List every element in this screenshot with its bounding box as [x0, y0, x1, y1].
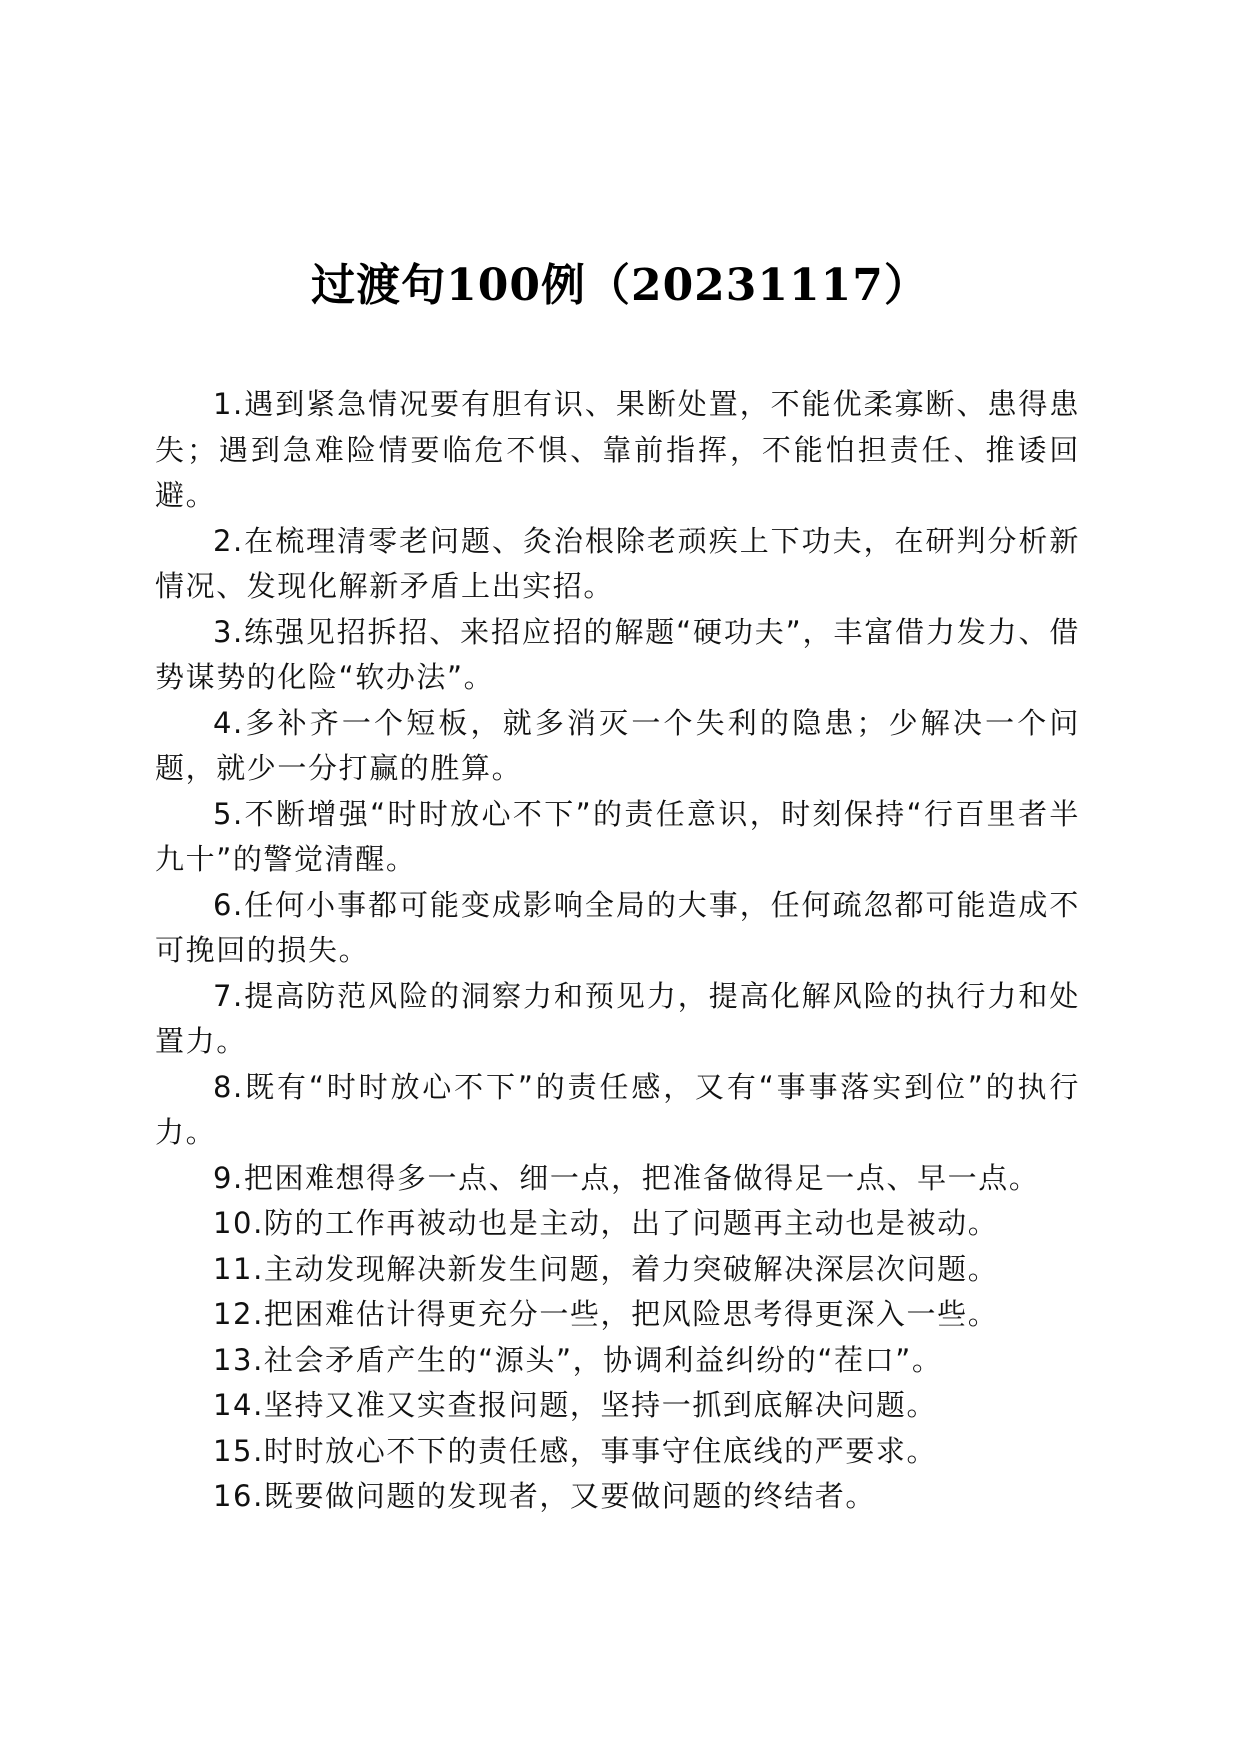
paragraph: 11.主动发现解决新发生问题，着力突破解决深层次问题。 — [213, 1251, 999, 1286]
document-title: 过渡句100例（20231117） — [311, 260, 929, 311]
paragraph: 6.任何小事都可能变成影响全局的大事，任何疏忽都可能造成不可挽回的损失。 — [155, 887, 1080, 967]
paragraph: 16.既要做问题的发现者，又要做问题的终结者。 — [213, 1479, 876, 1513]
paragraph: 4.多补齐一个短板，就多消灭一个失利的隐患；少解决一个问题，就少一分打赢的胜算。 — [155, 705, 1080, 785]
document-body — [155, 382, 1080, 1520]
paragraph: 1.遇到紧急情况要有胆有识、果断处置，不能优柔寡断、患得患失；遇到急难险情要临危不惧、靠前指挥，不能怕担责任、推诿回避。 — [155, 387, 1080, 512]
paragraph: 10.防的工作再被动也是主动，出了问题再主动也是被动。 — [213, 1206, 999, 1240]
paragraph: 13.社会矛盾产生的“源头”，协调利益纠纷的“茬口”。 — [213, 1342, 943, 1377]
paragraph: 2.在梳理清零老问题、灸治根除老顽疾上下功夫，在研判分析新情况、发现化解新矛盾上出实招。 — [155, 523, 1080, 603]
paragraph: 14.坚持又准又实查报问题，坚持一抓到底解决问题。 — [213, 1388, 938, 1422]
paragraph: 7.提高防范风险的洞察力和预见力，提高化解风险的执行力和处置力。 — [155, 978, 1080, 1058]
paragraph: 9.把困难想得多一点、细一点，把准备做得足一点、早一点。 — [213, 1160, 1040, 1195]
paragraph: 12.把困难估计得更充分一些，把风险思考得更深入一些。 — [213, 1297, 999, 1331]
paragraph: 15.时时放心不下的责任感，事事守住底线的严要求。 — [213, 1433, 938, 1468]
paragraph: 8.既有“时时放心不下”的责任感，又有“事事落实到位”的执行力。 — [155, 1069, 1080, 1149]
paragraph: 3.练强见招拆招、来招应招的解题“硬功夫”，丰富借力发力、借势谋势的化险“软办法”。 — [155, 614, 1080, 694]
paragraph: 5.不断增强“时时放心不下”的责任意识，时刻保持“行百里者半九十”的警觉清醒。 — [155, 796, 1080, 876]
